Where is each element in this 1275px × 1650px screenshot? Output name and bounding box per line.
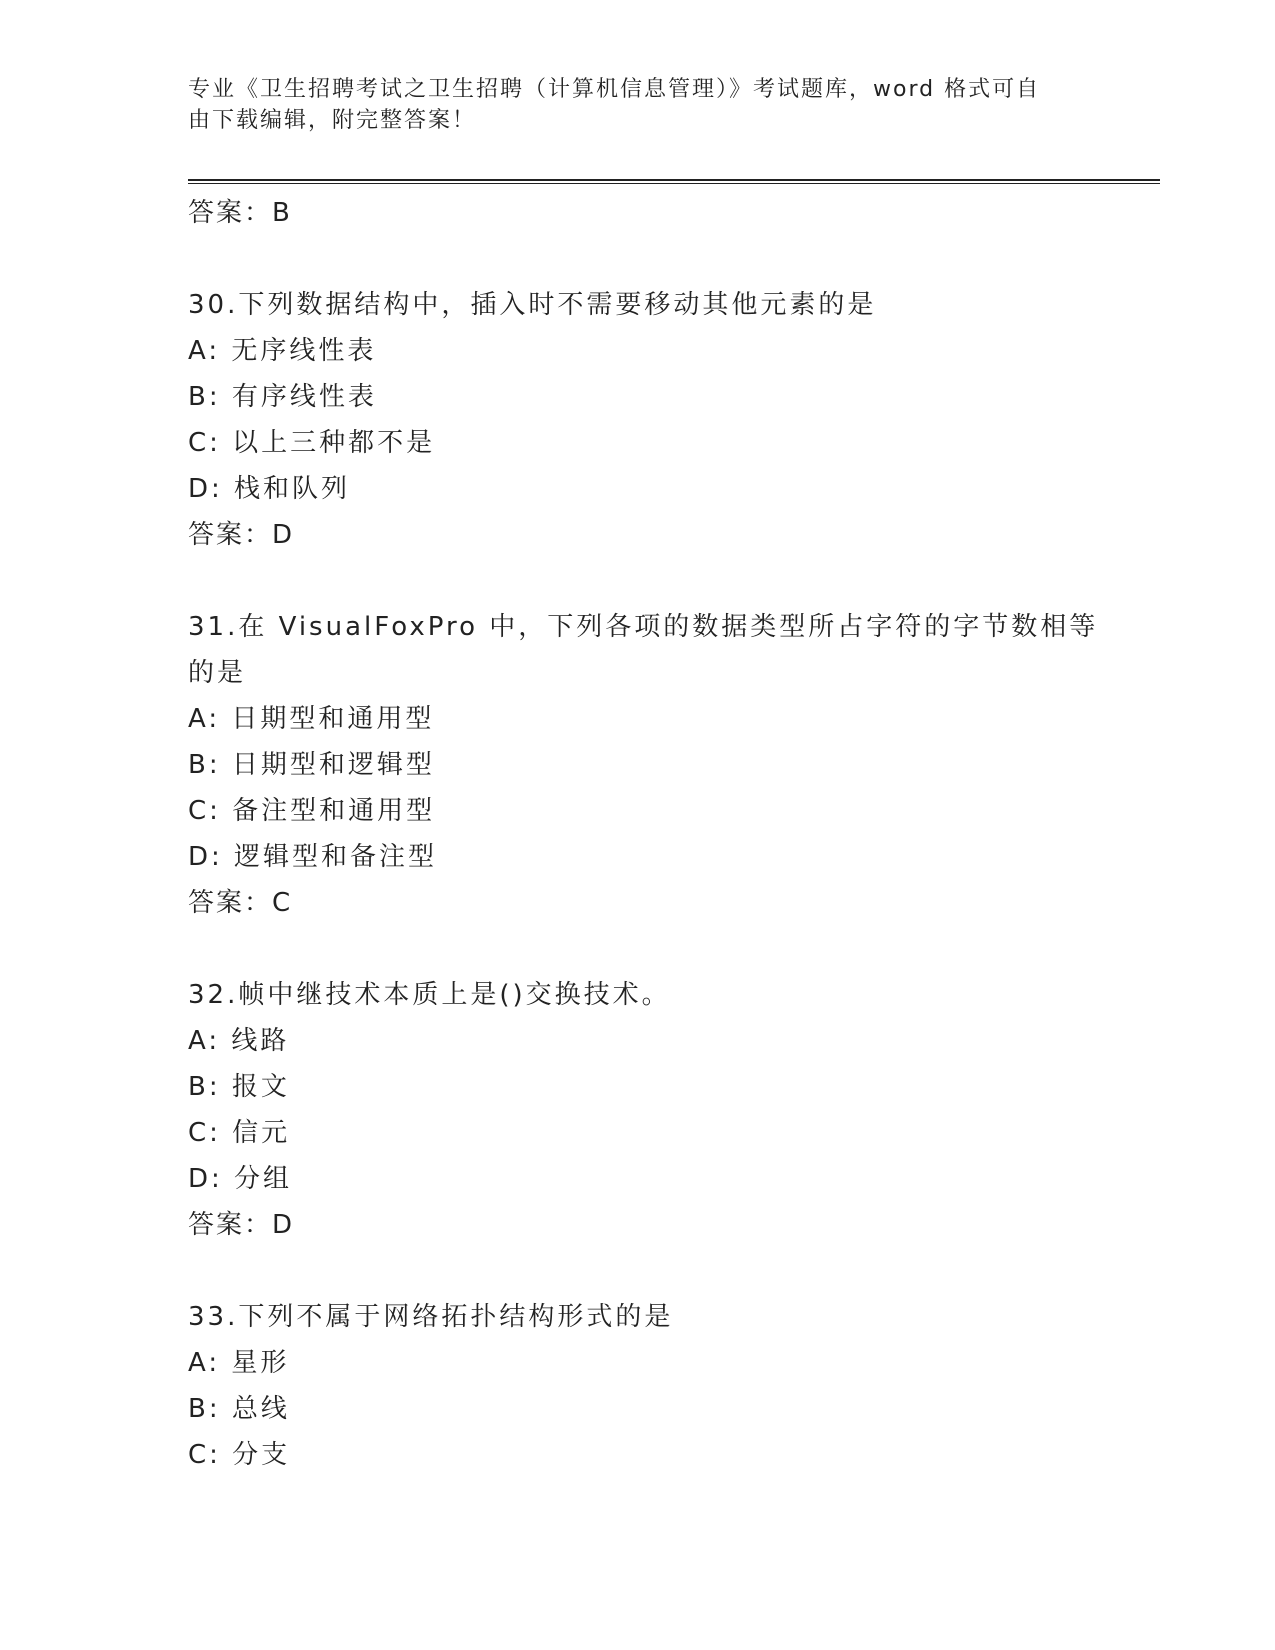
spacer xyxy=(188,926,1088,972)
answer-line: 答案：D xyxy=(188,520,295,550)
question-list xyxy=(188,190,1099,1478)
option-b: B: 有序线性表 xyxy=(188,382,377,412)
option-b: B: 总线 xyxy=(188,1394,290,1424)
question-30 xyxy=(188,282,1088,558)
header-rule-thick xyxy=(188,179,1160,181)
question-stem: 30.下列数据结构中，插入时不需要移动其他元素的是 xyxy=(188,290,877,320)
question-32 xyxy=(188,972,1088,1248)
question-stem: 33.下列不属于网络拓扑结构形式的是 xyxy=(188,1302,674,1332)
option-c: C: 以上三种都不是 xyxy=(188,428,436,458)
answer-line: 答案：B xyxy=(188,198,292,228)
option-b: B: 日期型和逻辑型 xyxy=(188,750,435,780)
option-c: C: 备注型和通用型 xyxy=(188,796,436,826)
option-d: D: 栈和队列 xyxy=(188,474,351,504)
spacer xyxy=(188,558,1088,604)
option-a: A: 无序线性表 xyxy=(188,336,377,366)
header-rule-thin xyxy=(188,183,1160,184)
header-line-2: 由下载编辑，附完整答案！ xyxy=(188,108,477,133)
question-31 xyxy=(188,604,1099,926)
question-33 xyxy=(188,1294,1088,1478)
spacer xyxy=(188,236,1088,282)
option-c: C: 信元 xyxy=(188,1118,291,1148)
question-stem: 32.帧中继技术本质上是()交换技术。 xyxy=(188,980,671,1010)
option-c: C: 分支 xyxy=(188,1440,291,1470)
answer-line: 答案：C xyxy=(188,888,293,918)
question-stem-continued: 的是 xyxy=(188,658,247,688)
option-d: D: 分组 xyxy=(188,1164,293,1194)
question-stem: 31.在 VisualFoxPro 中，下列各项的数据类型所占字符的字节数相等 xyxy=(188,612,1099,642)
option-d: D: 逻辑型和备注型 xyxy=(188,842,438,872)
option-a: A: 线路 xyxy=(188,1026,290,1056)
header-line-1: 专业《卫生招聘考试之卫生招聘（计算机信息管理）》考试题库，word 格式可自 xyxy=(188,77,1041,102)
option-b: B: 报文 xyxy=(188,1072,290,1102)
spacer xyxy=(188,1248,1088,1294)
document-header xyxy=(188,74,1068,136)
option-a: A: 星形 xyxy=(188,1348,290,1378)
option-a: A: 日期型和通用型 xyxy=(188,704,435,734)
answer-line: 答案：D xyxy=(188,1210,295,1240)
